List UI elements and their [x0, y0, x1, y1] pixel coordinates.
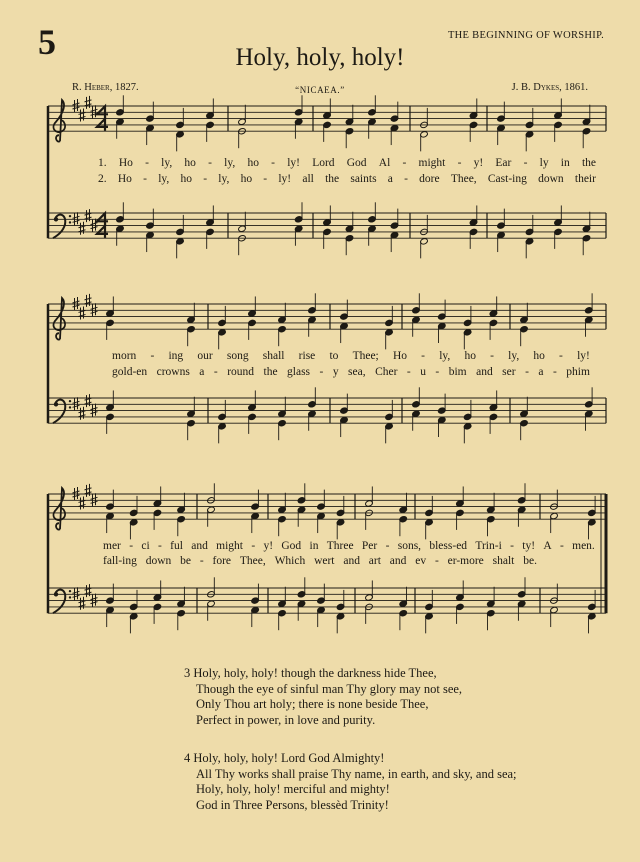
- verse-line: Though the eye of sinful man Thy glory may not see,: [196, 681, 463, 696]
- sharp-icon: [85, 294, 92, 307]
- sharp-icon: [73, 99, 80, 112]
- lyric-line: fall-ing down be - fore Thee, Which wert and art and ev - er-more shalt be.: [103, 555, 537, 567]
- lyric-line: 1. Ho - ly, ho - ly, ho - ly! Lord God Al - might - y! Ear - ly in the: [98, 157, 596, 169]
- verse-number: 4: [184, 751, 191, 765]
- sharp-icon: [79, 306, 86, 319]
- verse-line: Holy, holy, holy! Lord God Almighty!: [193, 751, 385, 765]
- bass-clef-dot: [69, 406, 71, 408]
- sharp-icon: [91, 594, 98, 607]
- verse-line: All Thy works shall praise Thy name, in earth, and sky, and sea;: [196, 766, 517, 781]
- bass-clef-dot: [54, 217, 58, 221]
- bass-clef-dot: [69, 590, 71, 592]
- sharp-icon: [85, 96, 92, 109]
- hymn-number: 5: [38, 22, 56, 62]
- verse-line: God in Three Persons, blessèd Trinity!: [196, 798, 389, 813]
- verse-4: [184, 751, 517, 814]
- bass-clef-dot: [54, 402, 58, 406]
- section-title: THE BEGINNING OF WORSHIP.: [447, 30, 604, 41]
- bass-clef-dot: [69, 400, 71, 402]
- tune-name: “NICAEA.”: [295, 85, 345, 95]
- bass-clef-dot: [69, 221, 71, 223]
- sharp-icon: [91, 493, 98, 506]
- verse-line: Only Thou art holy; there is none beside Thee,: [196, 697, 429, 712]
- verse-3: [184, 666, 462, 729]
- sharp-icon: [85, 394, 92, 407]
- hymn-title: Holy, holy, holy!: [235, 44, 405, 71]
- bass-clef-dot: [69, 215, 71, 217]
- sharp-icon: [85, 209, 92, 222]
- lyric-line: morn - ing our song shall rise to Thee; Ho - ly, ho - ly, ho - ly!: [112, 350, 590, 362]
- bass-clef-dot: [54, 592, 58, 596]
- sharp-icon: [79, 108, 86, 121]
- sharp-icon: [91, 303, 98, 316]
- sharp-icon: [79, 597, 86, 610]
- composer-credit: J. B. Dykes, 1861.: [511, 82, 588, 93]
- author-credit: R. Heber, 1827.: [72, 82, 139, 93]
- sharp-icon: [73, 297, 80, 310]
- bass-clef-dot: [69, 596, 71, 598]
- lyric-line: mer - ci - ful and might - y! God in Three Per - sons, bless-ed Trin-i - ty! A - men.: [103, 540, 595, 552]
- sharp-icon: [73, 212, 80, 225]
- lyric-line: 2. Ho - ly, ho - ly, ho - ly! all the saints a - dore Thee, Cast-ing down their: [98, 173, 596, 185]
- sharp-icon: [79, 496, 86, 509]
- sharp-icon: [91, 105, 98, 118]
- lyric-line: gold-en crowns a - round the glass - y sea, Cher - u - bim and ser - a - phim: [112, 366, 590, 378]
- sharp-icon: [73, 587, 80, 600]
- verse-line: Perfect in power, in love and purity.: [196, 713, 376, 728]
- verse-line: Holy, holy, holy! though the darkness hide Thee,: [193, 666, 437, 680]
- sharp-icon: [73, 397, 80, 410]
- sharp-icon: [85, 584, 92, 597]
- verse-number: 3: [184, 666, 191, 680]
- sharp-icon: [91, 404, 98, 417]
- sharp-icon: [79, 222, 86, 235]
- sharp-icon: [79, 407, 86, 420]
- sharp-icon: [73, 487, 80, 500]
- sharp-icon: [85, 484, 92, 497]
- verse-line: Holy, holy, holy! merciful and mighty!: [196, 782, 390, 797]
